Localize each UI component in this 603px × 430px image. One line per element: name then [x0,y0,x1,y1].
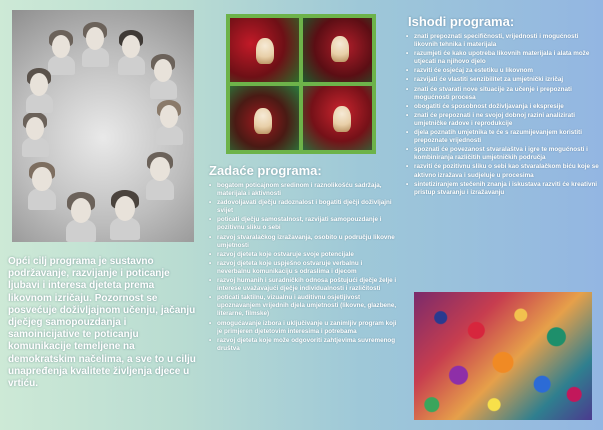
child-figure [46,28,76,66]
list-item: • djela poznatih umjetnika te će s razumijevanjem koristiti prepoznate vrijednosti [404,129,600,145]
list-item: • razviti će pozitivnu sliku o sebi kao stvaralačkom biću koje se aktivno izražava i sudjeluje u procesima [404,163,600,179]
list-item: • razvijati će vlastiti senzibilitet za umjetnički izričaj [404,76,600,84]
child-figure [26,160,58,200]
child-figure [24,66,54,104]
child-figure [80,20,110,58]
program-goal-text: Opći cilj programa je sustavno podržavanje, razvijanje i poticanje ljubavi i interesa djeteta prema likovnom izričaju. Pozornost se posvećuje doživljajnom učenju, jačanju dječjeg samopouzdanja i samoinicijative te poticanju komunikacije temeljene na demokratskim načelima, a sve to u cilju unapređenja kvalitete življenja djece u vrtiću. [8,256,196,390]
artwork-tile [303,18,372,82]
colorful-painting-image [414,292,592,420]
list-item: • razvoj humanih i suradničkih odnosa poštujući dječje želje i interese uvažavajući dječje individualnosti i različitosti [207,277,397,293]
list-item: • razumjeti će kako upotreba likovnih materijala i alata može utjecati na njihovo djelo [404,50,600,66]
child-figure [116,28,146,66]
list-item: • poticati taktilnu, vizualnu i auditivnu osjetljivost upoznavanjem vrijednih djela umjetnosti (likovne, glazbene, literarne, filmske) [207,294,397,318]
child-figure [108,188,142,230]
list-item: • spoznati će povezanost stvaralaštva i igre te mogućnosti i kombiniranja različitih umjetničkih područja [404,146,600,162]
list-item: • zadovoljavati dječju radoznalost i bogatiti dječji doživljajni svijet [207,199,397,215]
artwork-tile [230,18,299,82]
list-item: • obogatiti će sposobnost doživljavanja i ekspresije [404,103,600,111]
list-item: • sintetiziranjem stečenih znanja i iskustava razviti će kreativni pristup stvaranju i izražavanju [404,181,600,197]
tasks-heading: Zadaće programa: [209,163,322,178]
outcomes-list [404,33,600,197]
outcomes-heading: Ishodi programa: [408,14,515,29]
left-panel [0,0,201,430]
list-item: • razvoj djeteta koje uspješno ostvaruje verbalnu i neverbalnu komunikaciju s odraslima i djecom [207,260,397,276]
artwork-tile [303,86,372,150]
child-figure [144,150,176,190]
tasks-list [207,182,397,353]
list-item: • razvoj djeteta koje može odgovoriti zahtjevima suvremenog društva [207,337,397,353]
tasks-list-container [207,182,397,354]
list-item: • razvoj stvaralačkog izražavanja, osobito u području likovne umjetnosti [207,234,397,250]
artwork-tile [230,86,299,150]
list-item: • znati prepoznati specifičnosti, vrijednosti i mogućnosti likovnih tehnika i materijala [404,33,600,49]
list-item: • znati će prepoznati i ne svojoj dobnoj razini analizirati umjetničke radove i reprodukcije [404,112,600,128]
child-figure [148,52,178,90]
outcomes-list-container [404,33,600,198]
child-figure [20,110,50,148]
children-circle-photo [12,10,194,242]
list-item: • bogatom poticajnom sredinom i raznolikošću sadržaja, materijala i aktivnosti [207,182,397,198]
list-item: • poticati dječju samostalnost, razvijati samopouzdanje i pozitivnu sliku o sebi [207,216,397,232]
list-item: • omogućavanje izbora i uključivanje u zanimljiv program koji je primjeren djetetovim interesima i potrebama [207,320,397,336]
list-item: • znati će stvarati nove situacije za učenje i prepoznati mogućnosti procesa [404,86,600,102]
right-panel [402,0,603,430]
middle-panel [201,0,402,430]
artwork-mosaic [226,14,376,154]
list-item: • razviti će osjećaj za estetiku u likovnom [404,67,600,75]
child-figure [154,98,184,136]
list-item: • razvoj djeteta koje ostvaruje svoje potencijale [207,251,397,259]
child-figure [64,190,98,232]
